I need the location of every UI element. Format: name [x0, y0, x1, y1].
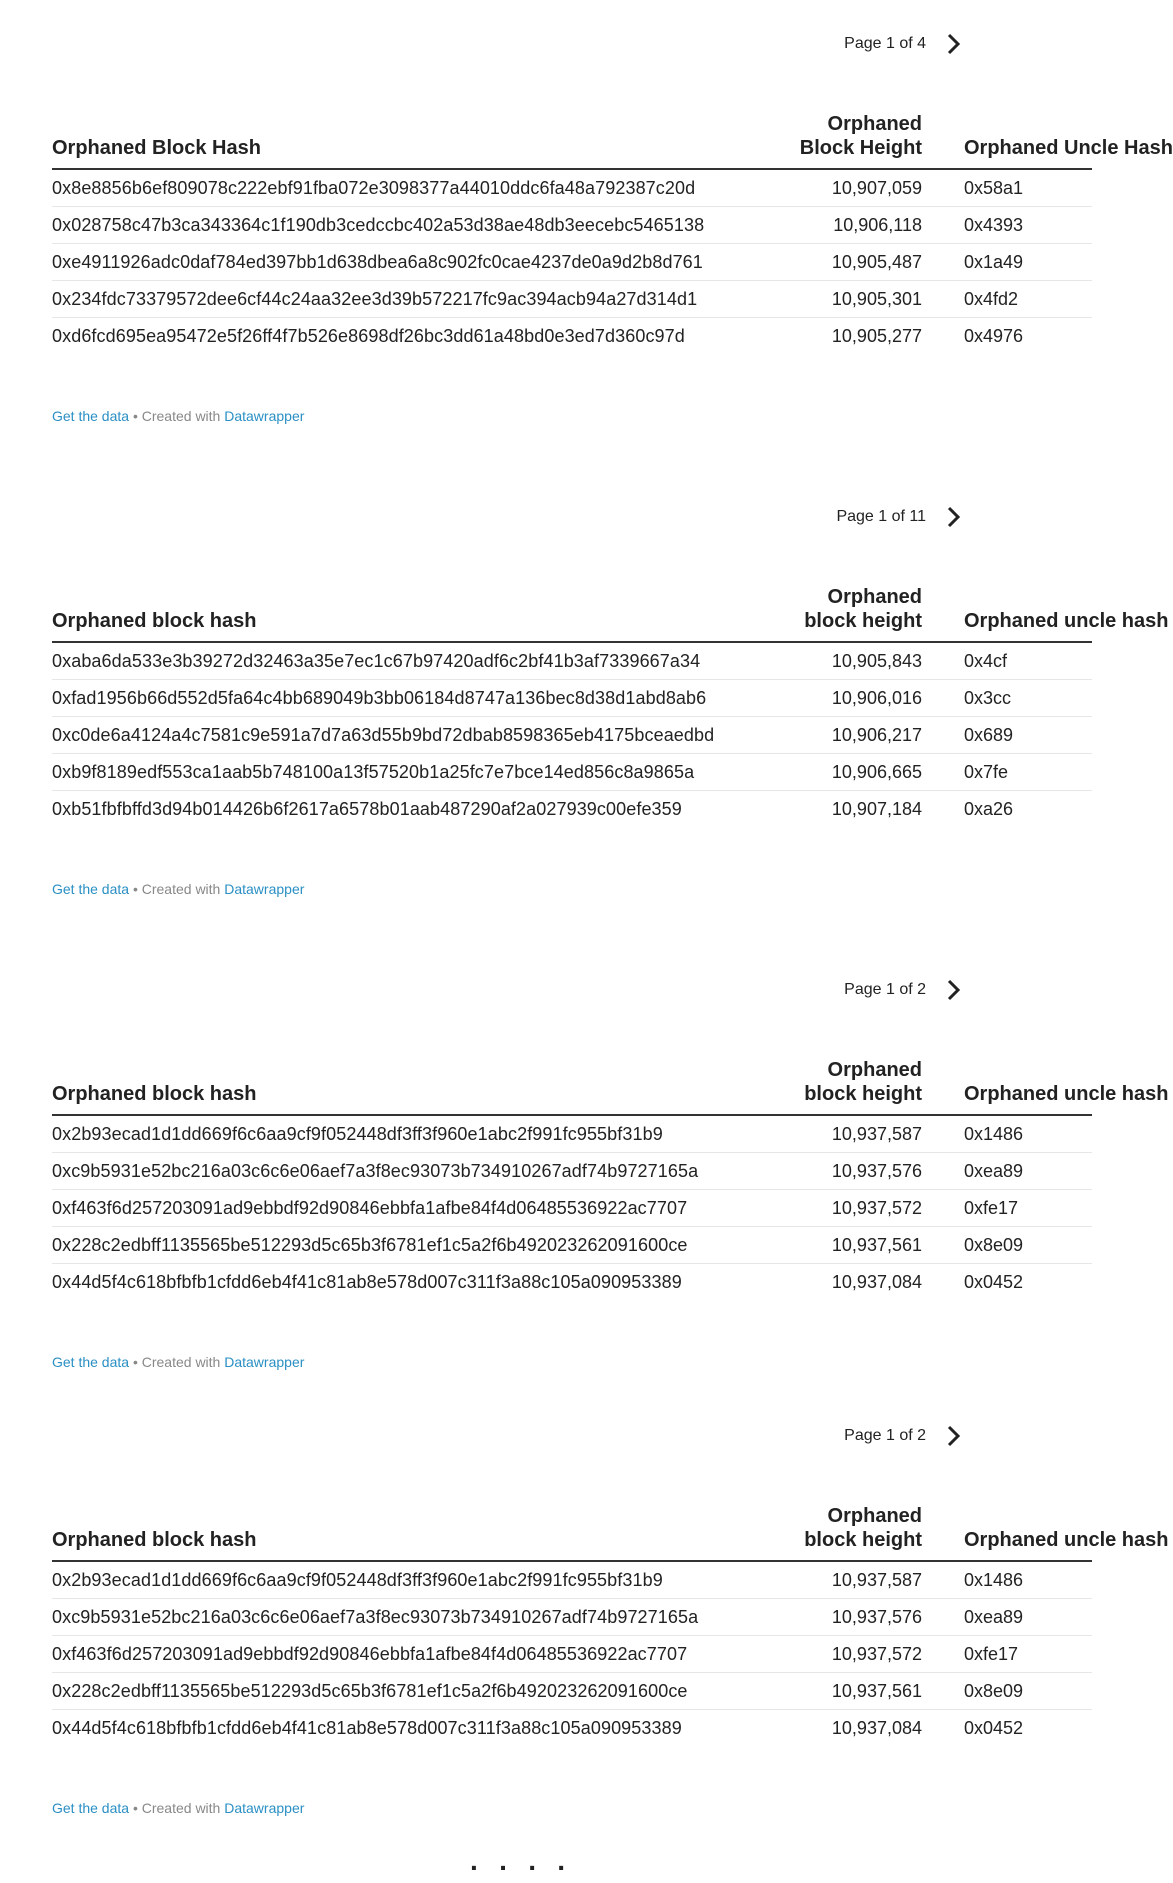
cell-block-hash: 0x234fdc73379572dee6cf44c24aa32ee3d39b572217fc9ac394acb94a27d314d1: [52, 281, 770, 318]
cell-uncle-hash: 0xa26: [964, 798, 1014, 819]
table-row: [52, 1710, 1092, 1747]
cell-uncle-hash: 0x8e09: [930, 1227, 1092, 1264]
cell-block-height: 10,905,277: [831, 325, 922, 346]
chart-footer: [52, 408, 304, 424]
table-row: [52, 318, 1092, 355]
cell-block-hash: 0xc0de6a4124a4c7581c9e591a7d7a63d55b9bd72dbab8598365eb4175bceaedbd: [52, 717, 770, 754]
cell-block-height: 10,905,301: [770, 281, 930, 318]
cell-uncle-hash: 0x0452: [964, 1271, 1024, 1292]
cell-uncle-hash: 0x689: [930, 717, 1092, 754]
cell-block-height: 10,937,587: [770, 1115, 930, 1153]
get-the-data-link[interactable]: Get the data: [52, 1800, 130, 1816]
next-page-button[interactable]: [936, 499, 972, 535]
footer-separator: • Created with: [129, 1354, 225, 1370]
table-header-row: [52, 1504, 1092, 1561]
data-table: [52, 112, 1173, 354]
table-row: [52, 1636, 1092, 1673]
cell-block-hash: 0x2b93ecad1d1dd669f6c6aa9cf9f052448df3ff3f960e1abc2f991fc955bf31b9: [52, 1561, 770, 1599]
cell-uncle-hash: 0xfe17: [930, 1190, 1092, 1227]
cell-block-height: 10,937,572: [770, 1190, 930, 1227]
table-row: [52, 1264, 1092, 1301]
table-scroll-container[interactable]: [52, 1058, 1169, 1300]
column-header-uncle-hash[interactable]: Orphaned uncle hash: [930, 585, 1092, 642]
cell-block-height: 10,937,561: [770, 1227, 930, 1264]
cell-uncle-hash: 0x1a49: [930, 244, 1092, 281]
table-row: [52, 1599, 1092, 1636]
next-page-button[interactable]: [936, 972, 972, 1008]
cell-block-hash: 0xfad1956b66d552d5fa64c4bb689049b3bb06184d8747a136bec8d38d1abd8ab6: [52, 680, 770, 717]
get-the-data-link[interactable]: Get the data: [52, 1354, 130, 1370]
cell-block-hash: 0xd6fcd695ea95472e5f26ff4f7b526e8698df26bc3dd61a48bd0e3ed7d360c97d: [52, 325, 685, 346]
cell-block-hash: 0xaba6da533e3b39272d32463a35e7ec1c67b97420adf6c2bf41b3af7339667a34: [52, 642, 770, 680]
cell-block-height: 10,905,843: [770, 642, 930, 680]
cell-uncle-hash: 0x1486: [930, 1561, 1092, 1599]
cell-block-hash: 0x228c2edbff1135565be512293d5c65b3f6781ef1c5a2f6b492023262091600ce: [52, 1673, 770, 1710]
cell-block-height: 10,937,572: [770, 1636, 930, 1673]
column-header-hash[interactable]: Orphaned Block Hash: [52, 112, 770, 169]
cell-uncle-hash: 0x58a1: [930, 169, 1092, 207]
pagination: [836, 497, 972, 537]
cell-uncle-hash: 0x0452: [964, 1717, 1024, 1738]
footer-separator: • Created with: [129, 1800, 225, 1816]
cell-block-hash: 0x028758c47b3ca343364c1f190db3cedccbc402a53d38ae48db3eecebc5465138: [52, 207, 770, 244]
table-header-row: [52, 585, 1092, 642]
cell-block-height: 10,937,561: [770, 1673, 930, 1710]
table-row: [52, 680, 1092, 717]
cell-block-height: 10,907,184: [831, 798, 922, 819]
partial-next-widget: · · · ·: [470, 1852, 573, 1883]
table-row: [52, 1115, 1092, 1153]
cell-uncle-hash: 0xea89: [930, 1153, 1092, 1190]
column-header-uncle-hash[interactable]: Orphaned uncle hash: [930, 1504, 1092, 1561]
cell-uncle-hash: 0x8e09: [930, 1673, 1092, 1710]
get-the-data-link[interactable]: Get the data: [52, 881, 130, 897]
cell-block-hash: 0xc9b5931e52bc216a03c6c6e06aef7a3f8ec93073b734910267adf74b9727165a: [52, 1599, 770, 1636]
table-row: [52, 754, 1092, 791]
table-body: [52, 169, 1092, 354]
data-table: [52, 1058, 1169, 1300]
next-page-button[interactable]: [936, 26, 972, 62]
table-row: [52, 281, 1092, 318]
column-header-height[interactable]: Orphaned block height: [770, 585, 930, 642]
chevron-right-icon: [946, 1425, 962, 1447]
table-row: [52, 1673, 1092, 1710]
cell-uncle-hash: 0xfe17: [930, 1636, 1092, 1673]
chevron-right-icon: [946, 33, 962, 55]
cell-block-hash: 0x8e8856b6ef809078c222ebf91fba072e3098377a44010ddc6fa48a792387c20d: [52, 169, 770, 207]
cell-block-hash: 0x2b93ecad1d1dd669f6c6aa9cf9f052448df3ff3f960e1abc2f991fc955bf31b9: [52, 1115, 770, 1153]
cell-block-hash: 0x228c2edbff1135565be512293d5c65b3f6781ef1c5a2f6b492023262091600ce: [52, 1227, 770, 1264]
cell-block-height: 10,937,576: [770, 1153, 930, 1190]
chevron-right-icon: [946, 506, 962, 528]
page-indicator: Page 1 of 4: [844, 35, 926, 52]
datawrapper-link[interactable]: Datawrapper: [224, 408, 305, 424]
cell-block-height: 10,937,084: [831, 1271, 922, 1292]
page-indicator: Page 1 of 2: [844, 981, 926, 998]
cell-uncle-hash: 0x1486: [930, 1115, 1092, 1153]
table-scroll-container[interactable]: [52, 1504, 1169, 1746]
pagination: [844, 970, 972, 1010]
table-row: [52, 207, 1092, 244]
chevron-right-icon: [946, 979, 962, 1001]
cell-block-height: 10,937,084: [831, 1717, 922, 1738]
cell-uncle-hash: 0xea89: [930, 1599, 1092, 1636]
table-row: [52, 244, 1092, 281]
table-row: [52, 1190, 1092, 1227]
chart-footer: [52, 1800, 304, 1816]
chart-footer: [52, 881, 304, 897]
table-row: [52, 169, 1092, 207]
cell-block-height: 10,906,016: [770, 680, 930, 717]
column-header-height[interactable]: Orphaned Block Height: [770, 112, 930, 169]
column-header-hash[interactable]: Orphaned block hash: [52, 1058, 770, 1115]
cell-block-height: 10,905,487: [770, 244, 930, 281]
datawrapper-link[interactable]: Datawrapper: [224, 881, 305, 897]
table-scroll-container[interactable]: [52, 585, 1169, 827]
next-page-button[interactable]: [936, 1418, 972, 1454]
cell-uncle-hash: 0x4393: [930, 207, 1092, 244]
cell-block-hash: 0xb51fbfbffd3d94b014426b6f2617a6578b01aab487290af2a027939c00efe359: [52, 798, 682, 819]
cell-block-hash: 0x44d5f4c618bfbfb1cfdd6eb4f41c81ab8e578d007c311f3a88c105a090953389: [52, 1271, 682, 1292]
cell-block-height: 10,937,576: [770, 1599, 930, 1636]
column-header-uncle-hash[interactable]: Orphaned Uncle Hash: [930, 112, 1092, 169]
cell-block-hash: 0xb9f8189edf553ca1aab5b748100a13f57520b1a25fc7e7bce14ed856c8a9865a: [52, 754, 770, 791]
cell-block-hash: 0xe4911926adc0daf784ed397bb1d638dbea6a8c902fc0cae4237de0a9d2b8d761: [52, 244, 770, 281]
datawrapper-link[interactable]: Datawrapper: [224, 1800, 305, 1816]
page-indicator: Page 1 of 2: [844, 1427, 926, 1444]
chart-footer: [52, 1354, 304, 1370]
table-row: [52, 1561, 1092, 1599]
cell-uncle-hash: 0x3cc: [930, 680, 1092, 717]
cell-block-height: 10,906,118: [770, 207, 930, 244]
cell-uncle-hash: 0x4976: [964, 325, 1024, 346]
table-body: [52, 1115, 1092, 1300]
column-header-height[interactable]: Orphaned block height: [770, 1058, 930, 1115]
data-table: [52, 1504, 1169, 1746]
cell-block-hash: 0xc9b5931e52bc216a03c6c6e06aef7a3f8ec93073b734910267adf74b9727165a: [52, 1153, 770, 1190]
data-table: [52, 585, 1169, 827]
get-the-data-link[interactable]: Get the data: [52, 408, 130, 424]
cell-block-hash: 0xf463f6d257203091ad9ebbdf92d90846ebbfa1afbe84f4d06485536922ac7707: [52, 1636, 770, 1673]
cell-uncle-hash: 0x7fe: [930, 754, 1092, 791]
column-header-height[interactable]: Orphaned block height: [770, 1504, 930, 1561]
cell-block-height: 10,906,665: [770, 754, 930, 791]
cell-block-hash: 0x44d5f4c618bfbfb1cfdd6eb4f41c81ab8e578d007c311f3a88c105a090953389: [52, 1717, 682, 1738]
table-body: [52, 642, 1092, 827]
datawrapper-link[interactable]: Datawrapper: [224, 1354, 305, 1370]
cell-block-height: 10,907,059: [770, 169, 930, 207]
table-row: [52, 717, 1092, 754]
column-header-hash[interactable]: Orphaned block hash: [52, 1504, 770, 1561]
cell-uncle-hash: 0x4cf: [930, 642, 1092, 680]
cell-block-height: 10,937,587: [770, 1561, 930, 1599]
column-header-hash[interactable]: Orphaned block hash: [52, 585, 770, 642]
cell-block-hash: 0xf463f6d257203091ad9ebbdf92d90846ebbfa1afbe84f4d06485536922ac7707: [52, 1190, 770, 1227]
cell-uncle-hash: 0x4fd2: [930, 281, 1092, 318]
table-header-row: [52, 1058, 1092, 1115]
cell-block-height: 10,906,217: [770, 717, 930, 754]
footer-separator: • Created with: [129, 881, 225, 897]
table-row: [52, 1153, 1092, 1190]
table-row: [52, 642, 1092, 680]
table-row: [52, 791, 1092, 828]
pagination: [844, 24, 972, 64]
table-scroll-container[interactable]: [52, 112, 1173, 354]
column-header-uncle-hash[interactable]: Orphaned uncle hash: [930, 1058, 1092, 1115]
table-header-row: [52, 112, 1092, 169]
table-body: [52, 1561, 1092, 1746]
pagination: [844, 1416, 972, 1456]
footer-separator: • Created with: [129, 408, 225, 424]
table-row: [52, 1227, 1092, 1264]
page-indicator: Page 1 of 11: [836, 508, 926, 525]
